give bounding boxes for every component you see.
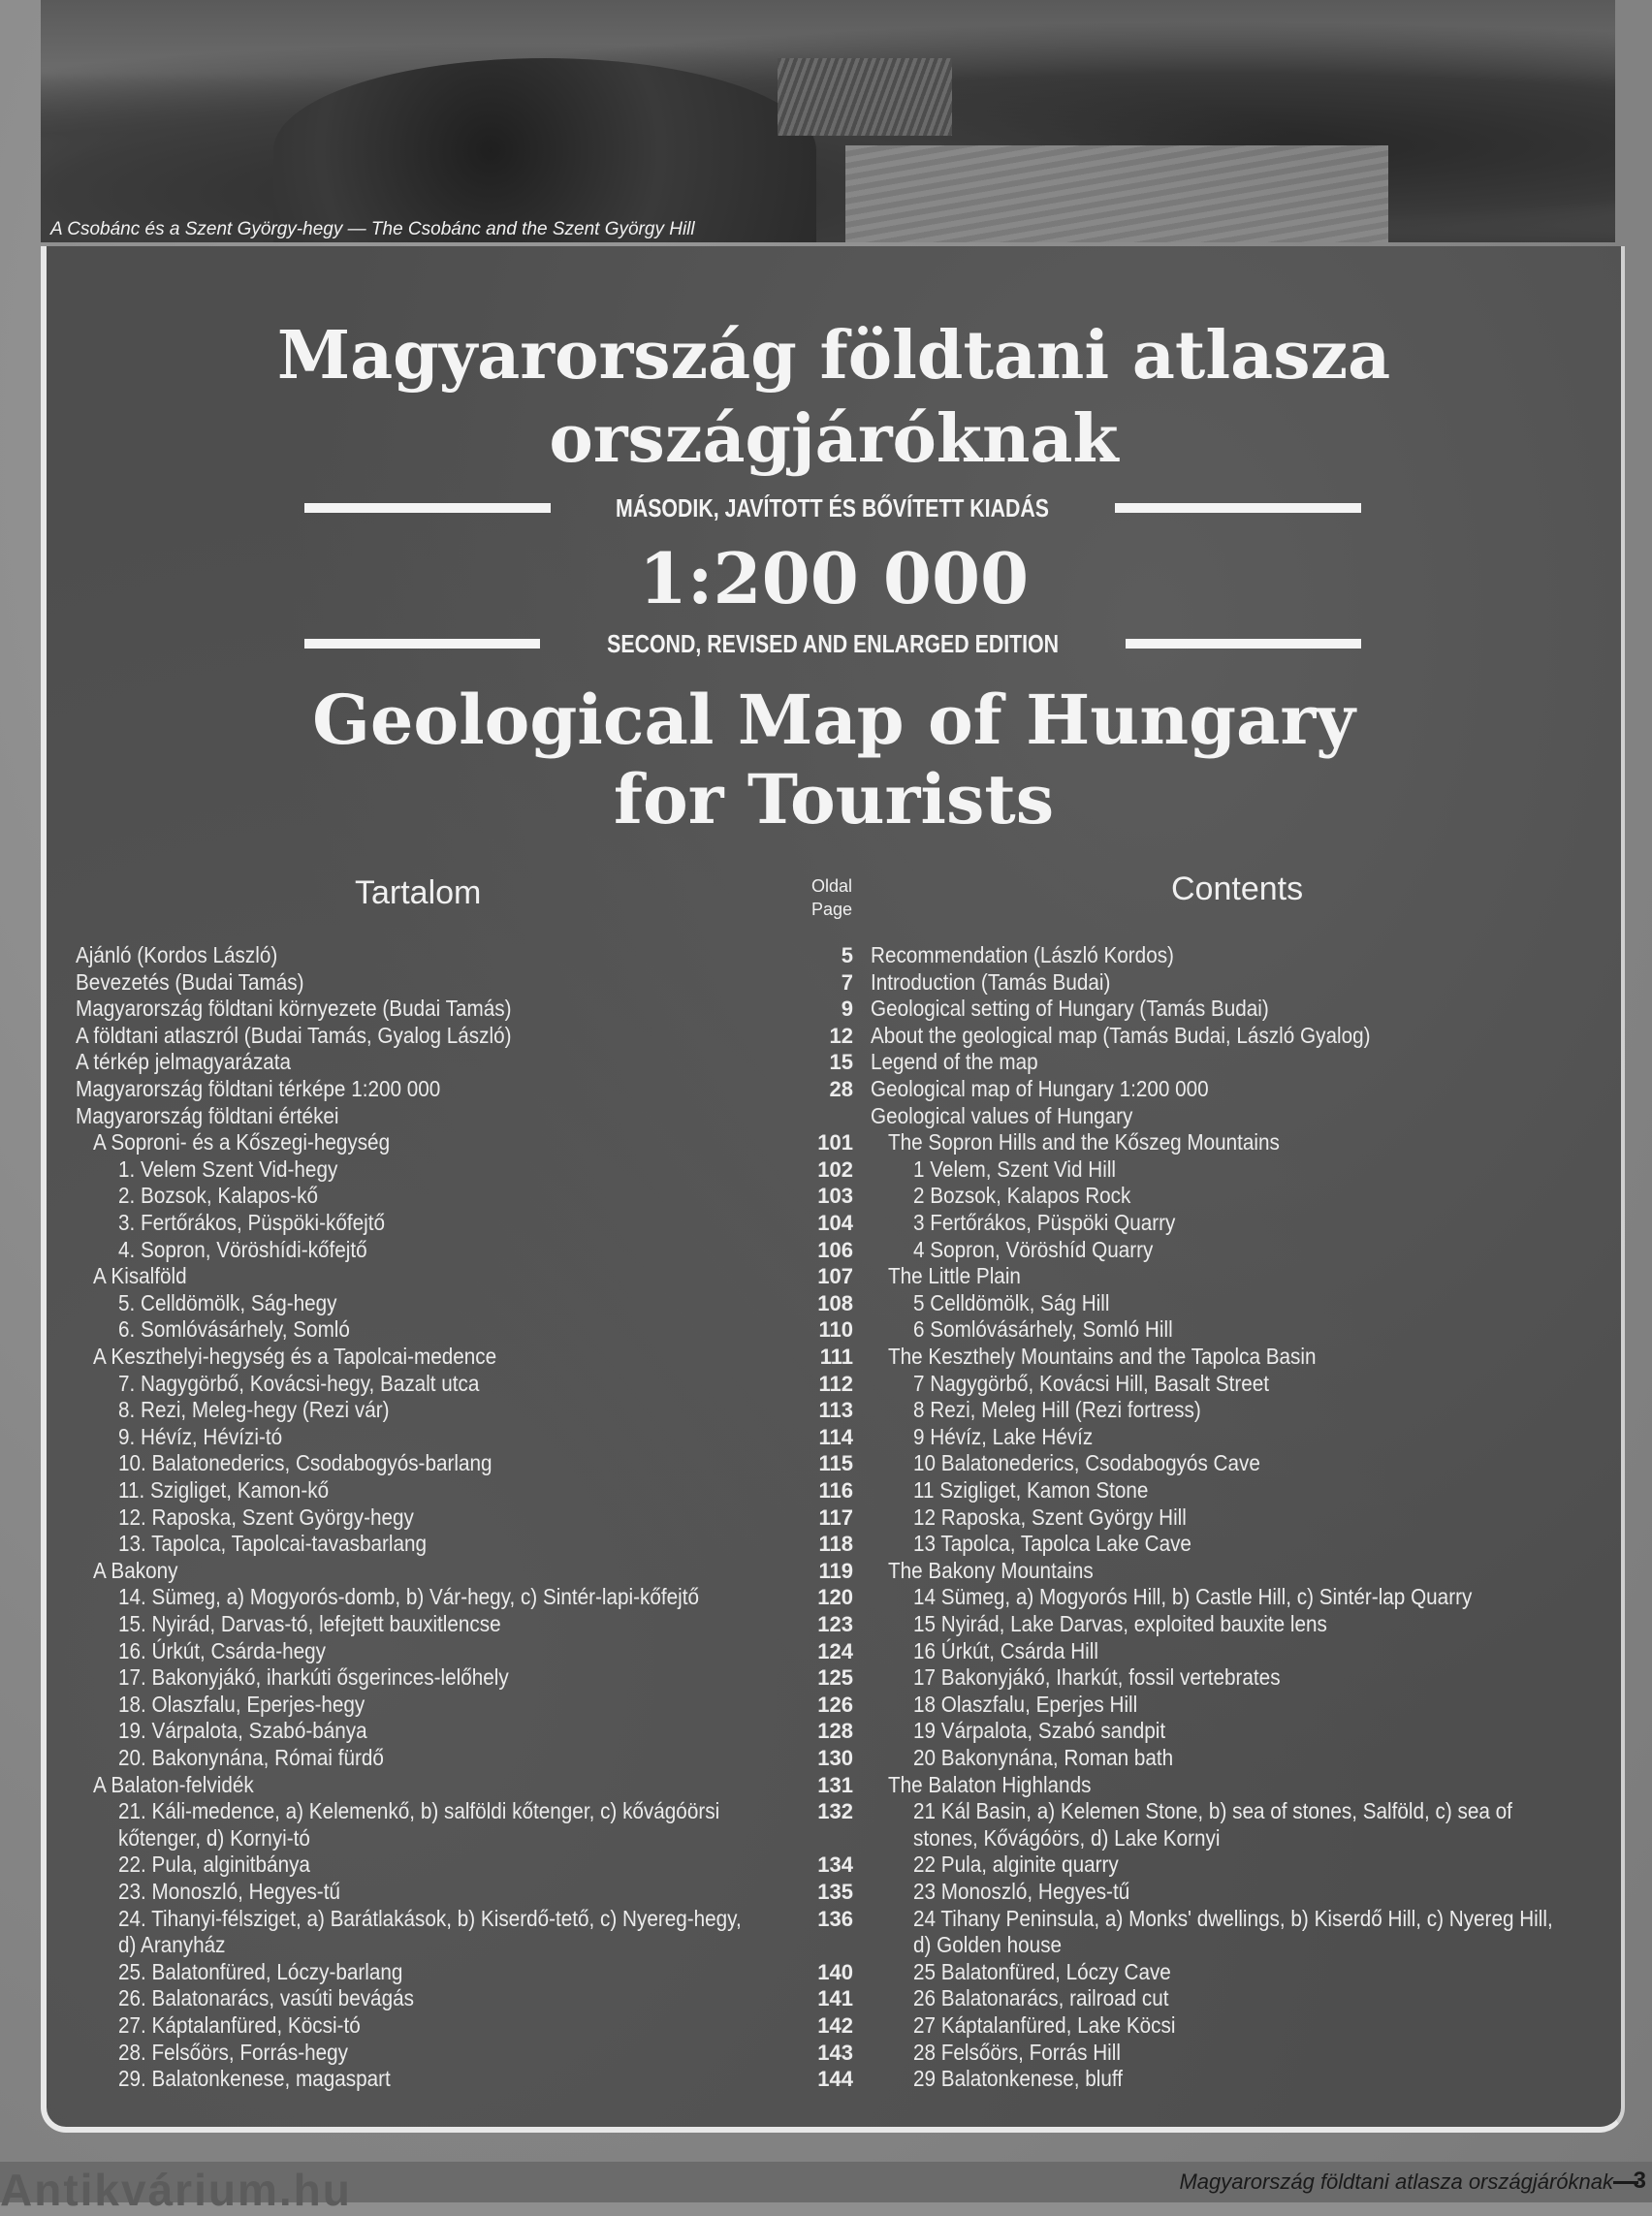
toc-entry-hu: 2. Bozsok, Kalapos-kő bbox=[118, 1183, 318, 1209]
toc-entry-hu: Magyarország földtani értékei bbox=[76, 1102, 339, 1128]
title-english bbox=[47, 681, 1621, 839]
divider-rule bbox=[304, 639, 540, 649]
toc-row bbox=[47, 1825, 1621, 1852]
toc-row bbox=[47, 996, 1621, 1022]
toc-row bbox=[47, 1076, 1621, 1102]
toc-row bbox=[47, 1477, 1621, 1504]
divider-rule bbox=[304, 503, 551, 513]
toc-page-number: 143 bbox=[817, 2040, 853, 2065]
photo-caption: A Csobánc és a Szent György-hegy — The Csobánc and the Szent György Hill bbox=[50, 219, 695, 239]
running-title: Magyarország földtani atlasza országjáróknak bbox=[1179, 2169, 1613, 2194]
toc-entry-hu: 9. Hévíz, Hévízi-tó bbox=[118, 1423, 283, 1449]
toc-row bbox=[47, 1879, 1621, 1905]
toc-entry-hu: 5. Celldömölk, Ság-hegy bbox=[118, 1289, 337, 1315]
toc-entry-hu: 21. Káli-medence, a) Kelemenkő, b) salföldi kőtenger, c) kővágóörsi bbox=[118, 1798, 720, 1824]
vineyard bbox=[778, 58, 952, 136]
toc-entry-hu: kőtenger, d) Kornyi-tó bbox=[118, 1824, 310, 1851]
toc-row bbox=[47, 1531, 1621, 1557]
toc-row bbox=[47, 1638, 1621, 1664]
toc-entry-hu: 6. Somlóvásárhely, Somló bbox=[118, 1316, 350, 1343]
toc-row bbox=[47, 1504, 1621, 1531]
toc-entry-en: Legend of the map bbox=[871, 1049, 1038, 1075]
toc-page-number: 124 bbox=[817, 1638, 853, 1663]
toc-entry-en: 17 Bakonyjákó, Iharkút, fossil vertebrates bbox=[913, 1664, 1281, 1691]
toc-entry-en: 9 Hévíz, Lake Hévíz bbox=[913, 1423, 1094, 1449]
toc-row bbox=[47, 1371, 1621, 1397]
toc-entry-hu: Ajánló (Kordos László) bbox=[76, 942, 278, 967]
toc-page-number: 135 bbox=[817, 1880, 853, 1904]
toc-row bbox=[47, 1718, 1621, 1744]
toc-entry-en: The Bakony Mountains bbox=[888, 1557, 1094, 1583]
toc-row bbox=[47, 1772, 1621, 1798]
toc-page-number: 103 bbox=[817, 1184, 853, 1209]
title-hu-line1: Magyarország földtani atlasza bbox=[276, 317, 1391, 395]
toc-entry-en: 13 Tapolca, Tapolca Lake Cave bbox=[913, 1531, 1191, 1557]
toc-entry-hu: A Bakony bbox=[93, 1557, 178, 1583]
toc-page-number: 114 bbox=[818, 1424, 853, 1449]
edition-en-row bbox=[304, 624, 1361, 663]
heading-tartalom: Tartalom bbox=[355, 874, 482, 911]
toc-page-number: 102 bbox=[817, 1156, 853, 1182]
toc-entry-en: The Sopron Hills and the Kőszeg Mountains bbox=[888, 1129, 1280, 1155]
toc-entry-hu: 3. Fertőrákos, Püspöki-kőfejtő bbox=[118, 1210, 385, 1235]
toc-page-number: 119 bbox=[818, 1558, 853, 1583]
title-en-line1: Geological Map of Hungary bbox=[312, 680, 1355, 760]
toc-entry-en: 25 Balatonfüred, Lóczy Cave bbox=[913, 1958, 1171, 1984]
toc-entry-hu: 13. Tapolca, Tapolcai-tavasbarlang bbox=[118, 1531, 428, 1557]
toc-entry-en: 8 Rezi, Meleg Hill (Rezi fortress) bbox=[913, 1397, 1201, 1423]
toc-row bbox=[47, 1103, 1621, 1129]
toc-entry-en: 21 Kál Basin, a) Kelemen Stone, b) sea of stones, Salföld, c) sea of bbox=[913, 1798, 1512, 1824]
toc-entry-hu: Magyarország földtani térképe 1:200 000 bbox=[76, 1076, 441, 1101]
toc-page-number: 112 bbox=[818, 1371, 853, 1396]
toc-row bbox=[47, 1906, 1621, 1932]
watermark: Antikvárium.hu bbox=[0, 2165, 352, 2215]
toc-page-number: 125 bbox=[817, 1665, 853, 1691]
toc-entry-hu: Magyarország földtani környezete (Budai Tamás) bbox=[76, 996, 512, 1022]
toc-entry-hu: 10. Balatonederics, Csodabogyós-barlang bbox=[118, 1450, 492, 1476]
toc-entry-en: About the geological map (Tamás Budai, László Gyalog) bbox=[871, 1022, 1371, 1048]
toc-row bbox=[47, 1183, 1621, 1209]
toc-page-number: 131 bbox=[817, 1772, 853, 1797]
toc-page-number: 126 bbox=[817, 1692, 853, 1717]
toc-page-number: 111 bbox=[819, 1345, 853, 1369]
toc-row bbox=[47, 1263, 1621, 1289]
toc-page-number: 15 bbox=[829, 1050, 853, 1075]
page-number: 3 bbox=[1633, 2168, 1646, 2194]
heading-page bbox=[783, 874, 880, 921]
toc-page-number: 141 bbox=[817, 1986, 853, 2011]
toc-entry-en: The Balaton Highlands bbox=[888, 1771, 1092, 1797]
toc-page-number: 144 bbox=[817, 2067, 853, 2092]
toc-row bbox=[47, 1210, 1621, 1236]
toc-row bbox=[47, 1932, 1621, 1958]
edition-en-label: SECOND, REVISED AND ENLARGED EDITION bbox=[607, 628, 1059, 658]
toc-entry-hu: 14. Sümeg, a) Mogyorós-domb, b) Vár-hegy, c) Sintér-lapi-kőfejtő bbox=[118, 1584, 700, 1610]
toc-page-number: 142 bbox=[817, 2013, 853, 2038]
heading-oldal: Oldal bbox=[810, 876, 853, 896]
toc-page-number: 128 bbox=[817, 1719, 853, 1744]
toc-entry-hu: A Balaton-felvidék bbox=[93, 1771, 254, 1797]
toc-entry-hu: 16. Úrkút, Csárda-hegy bbox=[118, 1637, 327, 1663]
toc-page-number: 115 bbox=[818, 1451, 853, 1476]
toc-entry-hu: 1. Velem Szent Vid-hegy bbox=[118, 1155, 338, 1182]
toc-entry-hu: 7. Nagygörbő, Kovácsi-hegy, Bazalt utca bbox=[118, 1370, 480, 1396]
toc-row bbox=[47, 2012, 1621, 2039]
toc-entry-en: 18 Olaszfalu, Eperjes Hill bbox=[913, 1691, 1138, 1717]
toc-entry-en: 5 Celldömölk, Ság Hill bbox=[913, 1289, 1110, 1315]
toc-page-number: 117 bbox=[818, 1504, 853, 1530]
toc-page-number: 134 bbox=[817, 1852, 853, 1878]
toc-row bbox=[47, 1852, 1621, 1878]
divider-rule bbox=[1115, 503, 1361, 513]
toc-entry-hu: 19. Várpalota, Szabó-bánya bbox=[118, 1718, 367, 1744]
toc-entry-hu: A Keszthelyi-hegység és a Tapolcai-medence bbox=[93, 1344, 497, 1369]
toc-row bbox=[47, 942, 1621, 968]
toc-entry-hu: 18. Olaszfalu, Eperjes-hegy bbox=[118, 1691, 365, 1717]
toc-row bbox=[47, 2040, 1621, 2066]
toc-entry-en: 27 Káptalanfüred, Lake Köcsi bbox=[913, 2012, 1176, 2038]
toc-entry-en: 11 Szigliget, Kamon Stone bbox=[913, 1477, 1149, 1503]
toc-entry-hu: 25. Balatonfüred, Lóczy-barlang bbox=[118, 1958, 403, 1984]
toc-entry-hu: 11. Szigliget, Kamon-kő bbox=[118, 1477, 330, 1503]
toc-page-number: 101 bbox=[817, 1130, 853, 1155]
toc-row bbox=[47, 1584, 1621, 1610]
toc-row bbox=[47, 2066, 1621, 2092]
toc-page-number: 130 bbox=[817, 1746, 853, 1770]
toc-entry-en: Geological values of Hungary bbox=[871, 1102, 1133, 1128]
toc-entry-hu: 27. Káptalanfüred, Köcsi-tó bbox=[118, 2012, 361, 2038]
toc-row bbox=[47, 1985, 1621, 2011]
field bbox=[845, 145, 1388, 242]
tree-canopy bbox=[273, 58, 816, 242]
toc-entry-en: 19 Várpalota, Szabó sandpit bbox=[913, 1718, 1166, 1744]
toc-entry-hu: A térkép jelmagyarázata bbox=[76, 1049, 292, 1075]
toc-row bbox=[47, 1611, 1621, 1637]
toc-row bbox=[47, 1129, 1621, 1155]
landscape-photo bbox=[41, 0, 1615, 242]
toc-row bbox=[47, 1023, 1621, 1049]
toc-entry-hu: 28. Felsőörs, Forrás-hegy bbox=[118, 2039, 348, 2065]
toc-entry-hu: A Soproni- és a Kőszegi-hegység bbox=[93, 1129, 391, 1155]
toc-row bbox=[47, 1237, 1621, 1263]
toc-row bbox=[47, 1316, 1621, 1343]
toc-page-number: 104 bbox=[817, 1211, 853, 1235]
toc-page-number: 113 bbox=[818, 1398, 853, 1423]
toc-row bbox=[47, 1290, 1621, 1316]
toc-entry-en: 23 Monoszló, Hegyes-tű bbox=[913, 1879, 1130, 1904]
toc-entry-hu: A Kisalföld bbox=[93, 1263, 187, 1289]
toc-entry-hu: 12. Raposka, Szent György-hegy bbox=[118, 1504, 414, 1530]
toc-entry-en: Introduction (Tamás Budai) bbox=[871, 968, 1111, 995]
toc-entry-hu: 4. Sopron, Vöröshídi-kőfejtő bbox=[118, 1236, 367, 1262]
toc-page-number: 120 bbox=[817, 1585, 853, 1610]
toc-entry-hu: 24. Tihanyi-félsziget, a) Barátlakások, b) Kiserdő-tető, c) Nyereg-hegy, bbox=[118, 1905, 742, 1931]
toc-row bbox=[47, 1558, 1621, 1584]
toc-entry-en: d) Golden house bbox=[913, 1932, 1063, 1958]
divider-rule bbox=[1126, 639, 1361, 649]
toc-page-number: 132 bbox=[817, 1799, 853, 1824]
toc-row bbox=[47, 1798, 1621, 1824]
toc-row bbox=[47, 1450, 1621, 1476]
toc-entry-en: 1 Velem, Szent Vid Hill bbox=[913, 1155, 1117, 1182]
heading-page-en: Page bbox=[810, 900, 853, 919]
toc-entry-en: 4 Sopron, Vöröshíd Quarry bbox=[913, 1236, 1154, 1262]
toc-entry-hu: 26. Balatonarács, vasúti bevágás bbox=[118, 1985, 414, 2011]
toc-page-number: 116 bbox=[818, 1478, 853, 1503]
toc-entry-en: Recommendation (László Kordos) bbox=[871, 942, 1174, 967]
map-scale: 1:200 000 bbox=[638, 537, 1030, 619]
toc-page-number: 5 bbox=[841, 943, 853, 967]
toc-entry-hu: 23. Monoszló, Hegyes-tű bbox=[118, 1879, 340, 1904]
toc-page-number: 28 bbox=[829, 1077, 853, 1101]
toc-page-number: 106 bbox=[817, 1237, 853, 1262]
toc-entry-en: 7 Nagygörbő, Kovácsi Hill, Basalt Street bbox=[913, 1370, 1270, 1396]
toc-entry-en: The Little Plain bbox=[888, 1263, 1021, 1289]
heading-contents: Contents bbox=[1171, 871, 1304, 907]
toc-page-number: 140 bbox=[817, 1959, 853, 1984]
toc-entry-en: 14 Sümeg, a) Mogyorós Hill, b) Castle Hill, c) Sintér-lap Quarry bbox=[913, 1584, 1473, 1610]
toc-row bbox=[47, 1424, 1621, 1450]
toc-entry-en: 22 Pula, alginite quarry bbox=[913, 1852, 1119, 1878]
title-hungarian bbox=[47, 314, 1621, 481]
toc-entry-en: Geological map of Hungary 1:200 000 bbox=[871, 1076, 1209, 1101]
toc-page-number: 7 bbox=[841, 969, 853, 995]
toc-entry-en: 15 Nyirád, Lake Darvas, exploited bauxite lens bbox=[913, 1611, 1327, 1636]
title-en-line2: for Tourists bbox=[613, 759, 1055, 839]
toc-page-number: 12 bbox=[829, 1023, 853, 1048]
toc-entry-en: 10 Balatonederics, Csodabogyós Cave bbox=[913, 1450, 1260, 1476]
toc-entry-en: 29 Balatonkenese, bluff bbox=[913, 2066, 1123, 2092]
toc-row bbox=[47, 1664, 1621, 1691]
toc-entry-en: 26 Balatonarács, railroad cut bbox=[913, 1985, 1169, 2011]
toc-entry-hu: 15. Nyirád, Darvas-tó, lefejtett bauxitlencse bbox=[118, 1611, 501, 1636]
toc-row bbox=[47, 1692, 1621, 1718]
toc-entry-en: 3 Fertőrákos, Püspöki Quarry bbox=[913, 1210, 1176, 1235]
toc-page-number: 110 bbox=[818, 1317, 853, 1343]
toc-page-number: 136 bbox=[817, 1906, 853, 1931]
toc-entry-en: 16 Úrkút, Csárda Hill bbox=[913, 1637, 1098, 1663]
toc-page-number: 108 bbox=[817, 1290, 853, 1315]
toc-entry-en: Geological setting of Hungary (Tamás Budai) bbox=[871, 996, 1269, 1022]
toc-row bbox=[47, 1397, 1621, 1423]
toc-row bbox=[47, 1156, 1621, 1183]
title-hu-line2: országjáróknak bbox=[549, 400, 1119, 478]
contents-panel bbox=[41, 246, 1625, 2133]
toc-page-number: 9 bbox=[841, 997, 853, 1022]
toc-entry-hu: A földtani atlaszról (Budai Tamás, Gyalog László) bbox=[76, 1022, 512, 1048]
edition-hu-label: MÁSODIK, JAVÍTOTT ÉS BŐVÍTETT KIADÁS bbox=[616, 492, 1050, 522]
toc-entry-en: 12 Raposka, Szent György Hill bbox=[913, 1504, 1187, 1530]
toc-row bbox=[47, 969, 1621, 996]
toc-entry-en: 24 Tihany Peninsula, a) Monks' dwellings, b) Kiserdő Hill, c) Nyereg Hill, bbox=[913, 1905, 1553, 1931]
toc-page-number: 107 bbox=[817, 1264, 853, 1289]
toc-entry-en: stones, Kővágóörs, d) Lake Kornyi bbox=[913, 1824, 1221, 1851]
toc-page-number: 123 bbox=[817, 1612, 853, 1636]
toc-page-number: 118 bbox=[818, 1532, 853, 1557]
toc-entry-hu: d) Aranyház bbox=[118, 1932, 226, 1958]
toc-entry-hu: 22. Pula, alginitbánya bbox=[118, 1852, 310, 1878]
toc-row bbox=[47, 1959, 1621, 1985]
toc-entry-hu: 17. Bakonyjákó, iharkúti ősgerinces-lelőhely bbox=[118, 1664, 509, 1691]
toc-entry-en: 2 Bozsok, Kalapos Rock bbox=[913, 1183, 1131, 1209]
toc-entry-hu: 8. Rezi, Meleg-hegy (Rezi vár) bbox=[118, 1397, 390, 1423]
toc-row bbox=[47, 1344, 1621, 1370]
toc-entry-hu: 29. Balatonkenese, magaspart bbox=[118, 2066, 391, 2092]
toc-entry-hu: Bevezetés (Budai Tamás) bbox=[76, 968, 304, 995]
toc-row bbox=[47, 1049, 1621, 1075]
toc-entry-en: The Keszthely Mountains and the Tapolca Basin bbox=[888, 1344, 1317, 1369]
toc-row bbox=[47, 1745, 1621, 1771]
edition-hu-row bbox=[304, 489, 1361, 527]
toc-entry-en: 20 Bakonynána, Roman bath bbox=[913, 1745, 1174, 1770]
toc-entry-en: 28 Felsőörs, Forrás Hill bbox=[913, 2039, 1121, 2065]
toc-entry-en: 6 Somlóvásárhely, Somló Hill bbox=[913, 1316, 1173, 1343]
toc-entry-hu: 20. Bakonynána, Római fürdő bbox=[118, 1745, 384, 1770]
